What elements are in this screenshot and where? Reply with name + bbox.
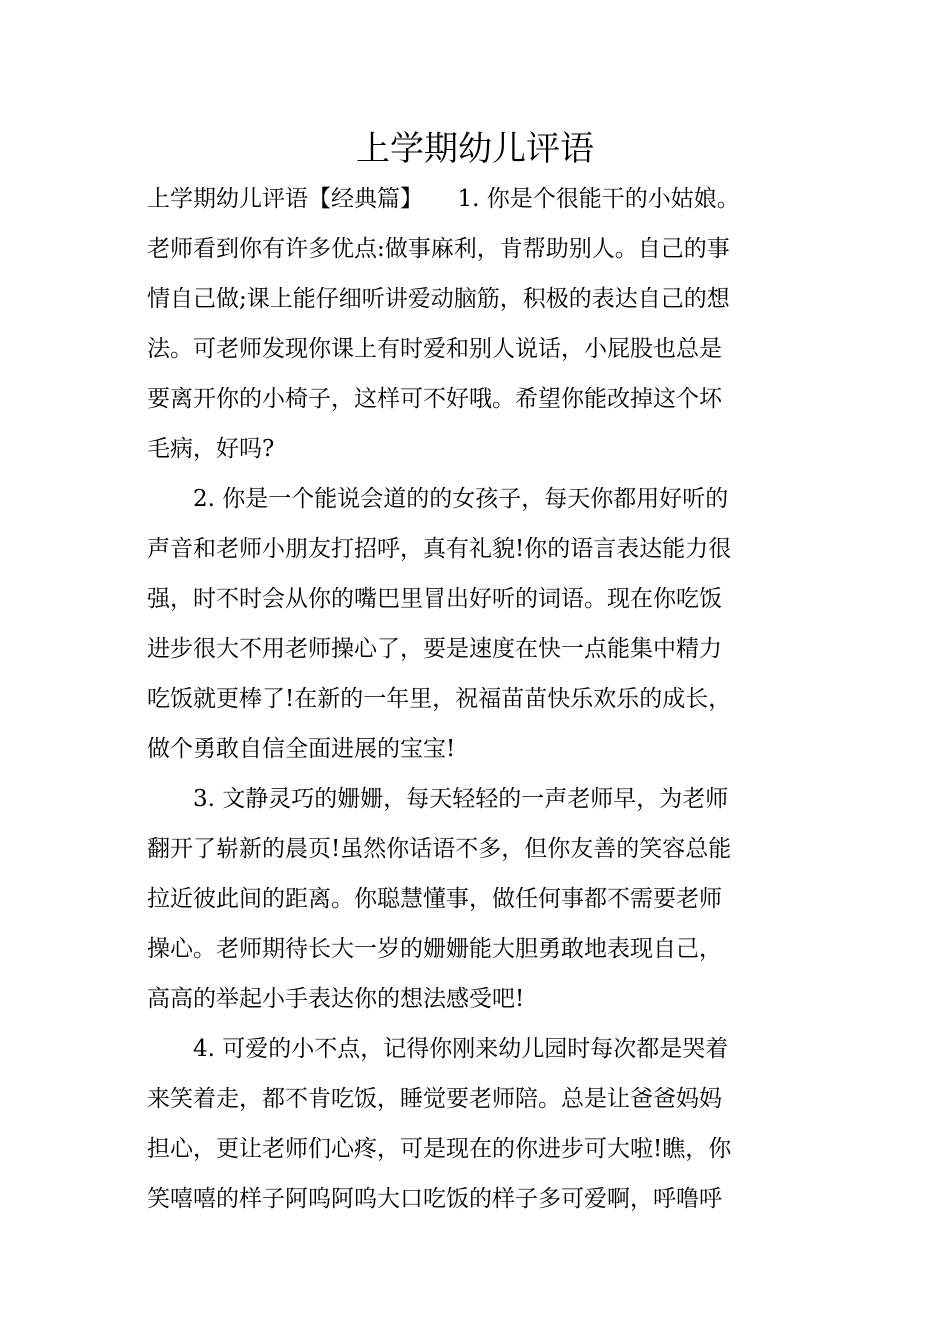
document-title: 上学期幼儿评语 [356, 129, 594, 169]
text-line: 4. 可爱的小不点，记得你刚来幼儿园时每次都是哭着 [193, 1036, 729, 1062]
text-line: 强，时不时会从你的嘴巴里冒出好听的词语。现在你吃饭 [147, 586, 722, 612]
text-line: 3. 文静灵巧的姗姗，每天轻轻的一声老师早，为老师 [193, 786, 729, 812]
text-line: 上学期幼儿评语【经典篇】 1. 你是个很能干的小姑娘。 [147, 186, 740, 212]
text-line: 情自己做;课上能仔细听讲爱动脑筋，积极的表达自己的想 [147, 286, 730, 312]
text-line: 2. 你是一个能说会道的的女孩子，每天你都用好听的 [193, 486, 729, 512]
text-line: 翻开了崭新的晨页!虽然你话语不多，但你友善的笑容总能 [147, 836, 732, 862]
text-line: 拉近彼此间的距离。你聪慧懂事，做任何事都不需要老师 [147, 886, 722, 912]
text-line: 高高的举起小手表达你的想法感受吧! [147, 986, 525, 1012]
text-line: 担心，更让老师们心疼，可是现在的你进步可大啦!瞧，你 [147, 1136, 732, 1162]
text-line: 吃饭就更棒了!在新的一年里，祝福苗苗快乐欢乐的成长， [147, 686, 732, 712]
text-line: 做个勇敢自信全面进展的宝宝! [147, 736, 456, 762]
text-line: 老师看到你有许多优点:做事麻利，肯帮助别人。自己的事 [147, 236, 730, 262]
text-line: 要离开你的小椅子，这样可不好哦。希望你能改掉这个坏 [147, 386, 722, 412]
text-line: 法。可老师发现你课上有时爱和别人说话，小屁股也总是 [147, 336, 722, 362]
text-line: 毛病，好吗? [147, 436, 275, 462]
document-body [147, 174, 827, 1224]
text-line: 声音和老师小朋友打招呼，真有礼貌!你的语言表达能力很 [147, 536, 732, 562]
text-line: 进步很大不用老师操心了，要是速度在快一点能集中精力 [147, 636, 722, 662]
text-line: 操心。老师期待长大一岁的姗姗能大胆勇敢地表现自己， [147, 936, 722, 962]
text-line: 笑嘻嘻的样子阿呜阿呜大口吃饭的样子多可爱啊，呼噜呼 [147, 1186, 722, 1212]
text-line: 来笑着走，都不肯吃饭，睡觉要老师陪。总是让爸爸妈妈 [147, 1086, 722, 1112]
